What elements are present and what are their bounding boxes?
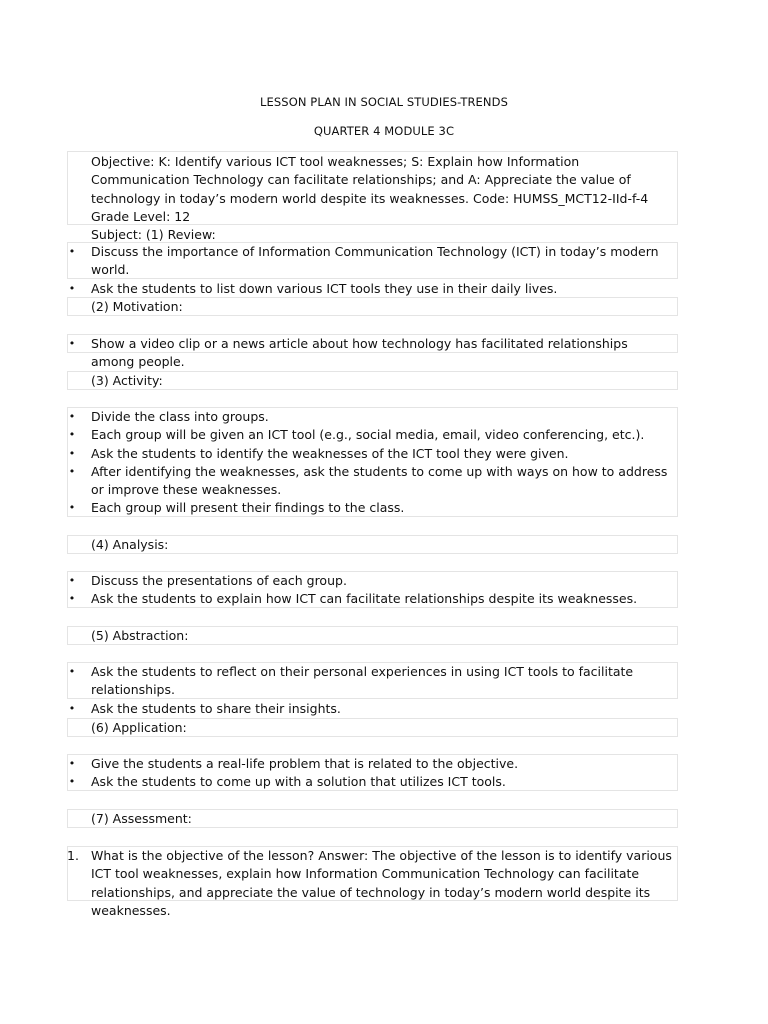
list-item-text: Ask the students to identify the weaknesses of the ICT tool they were given.: [91, 445, 569, 461]
list-item-text: Each group will present their findings to the class.: [91, 500, 405, 516]
list-item: [68, 590, 677, 608]
list-item: [68, 243, 677, 280]
subject-review-heading: Subject: (1) Review:: [91, 227, 216, 243]
activity-heading: (3) Activity:: [91, 373, 163, 388]
list-item-text: Each group will be given an ICT tool (e.g., social media, email, video conferencing, etc.).: [91, 427, 645, 443]
document-title: LESSON PLAN IN SOCIAL STUDIES-TRENDS: [260, 95, 508, 109]
bullet-icon: •: [68, 337, 76, 350]
bullet-icon: •: [68, 410, 76, 423]
analysis-heading-box: [67, 535, 678, 554]
motivation-list: [67, 334, 678, 370]
activity-list: [67, 407, 678, 517]
assessment-question: What is the objective of the lesson? Answer: The objective of the lesson is to identify various ICT tool weaknesses, explain how Information Communication Technology can facilitate relationships, and appreciate the value of technology in today’s modern world despite its weaknesses.: [91, 848, 672, 918]
list-item-text: Ask the students to explain how ICT can facilitate relationships despite its weaknesses.: [91, 591, 638, 607]
analysis-list: [67, 571, 678, 608]
list-item-text: Ask the students to come up with a solution that utilizes ICT tools.: [91, 774, 506, 790]
document-subtitle: QUARTER 4 MODULE 3C: [313, 124, 455, 138]
list-item: [68, 700, 677, 718]
list-item: [68, 426, 677, 444]
application-heading-box: [67, 718, 678, 737]
review-list: [67, 242, 678, 296]
bullet-icon: •: [68, 464, 76, 478]
list-item: [68, 408, 677, 426]
list-item: [68, 755, 677, 773]
abstraction-list: [67, 662, 678, 716]
assessment-list: [67, 846, 678, 918]
bullet-icon: •: [68, 446, 76, 460]
bullet-icon: •: [68, 428, 76, 442]
list-item: [68, 335, 677, 372]
assessment-heading: (7) Assessment:: [91, 811, 192, 826]
list-item: [68, 463, 677, 500]
application-list: [67, 754, 678, 791]
application-heading: (6) Application:: [91, 720, 187, 735]
list-item: [68, 572, 677, 590]
list-item-text: Ask the students to reflect on their personal experiences in using ICT tools to facilitate relationships.: [91, 664, 634, 698]
list-item-text: Divide the class into groups.: [91, 409, 269, 424]
motivation-heading-box: [67, 297, 678, 316]
activity-heading-box: [67, 371, 678, 390]
objective-text: Objective: K: Identify various ICT tool weaknesses; S: Explain how Information Communication Technology can facilitate relationships; and A: Appreciate the value of technology in today’s modern world despite its weaknesses. Code: HUMSS_MCT12-IId-f-4 Grade Level: 12: [91, 154, 649, 224]
list-item-text: Discuss the presentations of each group.: [91, 573, 347, 588]
list-item: [68, 663, 677, 700]
motivation-heading: (2) Motivation:: [91, 299, 183, 314]
item-number: 1.: [67, 848, 79, 863]
bullet-icon: •: [68, 574, 76, 587]
bullet-icon: •: [68, 701, 76, 715]
list-item: [68, 499, 677, 517]
list-item-text: Discuss the importance of Information Communication Technology (ICT) in today’s modern world.: [91, 244, 659, 278]
bullet-icon: •: [68, 245, 76, 258]
bullet-icon: •: [68, 665, 76, 678]
list-item: [68, 280, 677, 298]
list-item: [68, 773, 677, 791]
list-item-text: Ask the students to list down various ICT tools they use in their daily lives.: [91, 280, 558, 296]
bullet-icon: •: [68, 757, 76, 770]
analysis-heading: (4) Analysis:: [91, 537, 169, 552]
list-item: [68, 445, 677, 463]
abstraction-heading: (5) Abstraction:: [91, 628, 189, 643]
list-item-text: Show a video clip or a news article about how technology has facilitated relationships among people.: [91, 336, 628, 370]
objective-block: [67, 151, 678, 243]
list-item-text: Ask the students to share their insights.: [91, 700, 341, 716]
bullet-icon: •: [68, 281, 76, 295]
list-item-text: After identifying the weaknesses, ask the students to come up with ways on how to address or improve these weaknesses.: [91, 463, 668, 498]
bullet-icon: •: [68, 592, 76, 606]
abstraction-heading-box: [67, 626, 678, 645]
numbered-item: [68, 847, 677, 920]
assessment-heading-box: [67, 809, 678, 828]
list-item-text: Give the students a real-life problem that is related to the objective.: [91, 756, 519, 771]
bullet-icon: •: [68, 501, 76, 515]
bullet-icon: •: [68, 775, 76, 789]
